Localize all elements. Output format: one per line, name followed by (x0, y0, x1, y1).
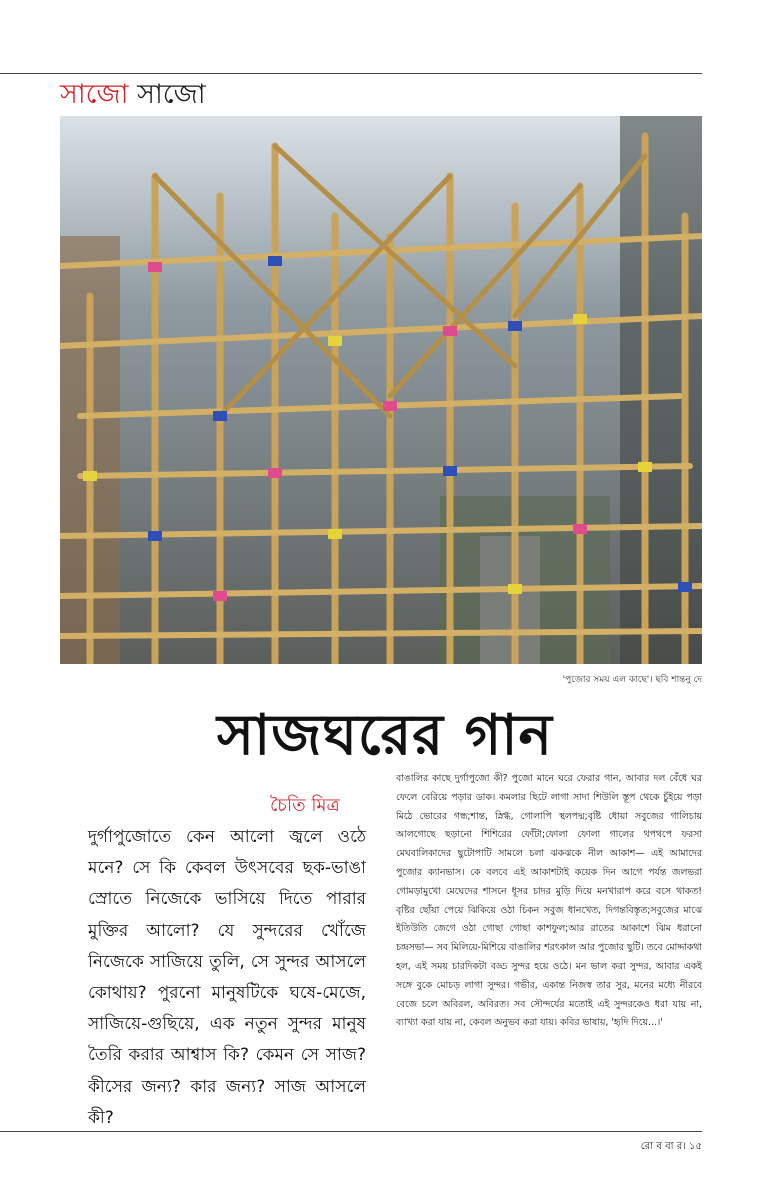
body-paragraph: বাঙালির কাছে দুর্গাপুজো কী? পুজো মানে ঘরে ফেরার গান, আবার দল বেঁধে ঘর ফেলে বেরিয়ে পড়ার ডাক। কমলার ছিটে লাগা সাদা শিউলি স্তূপ থেকে চুঁইয়ে পড়া মিঠে ভোরের গন্ধ;শান্ত, স্নিগ্ধ, গোলাপি স্থলপদ্ম;বৃষ্টি ধোয়া সবুজের গালিচায় আলগোছে ছড়ানো শিশিরের ফোঁটা;ফোলা ফোলা গালের থপথপে ফরসা মেঘবালিকাদের ছুটোপাটি সামলে চলা ঝকঝকে নীল আকাশ— এই আমাদের পুজোর ক্যানভাস। কে বলবে এই আকাশটাই কয়েক দিন আগে পর্যন্ত জলভরা গোমড়ামুখো মেঘেদের শাসনে ধূসর চাদর মুড়ি দিয়ে মনখারাপ করে বসে থাকত! বৃষ্টির ছোঁয়া পেয়ে ঝিকিয়ে ওঠা চিকন সবুজ ধানখেত, দিগন্তবিস্তৃত;সবুজের মাঝে ইতিউতি জেগে ওঠা গোছা গোছা কাশফুল;আর রাতের আকাশে ঝিম ধরানো চন্দ্রসভা— সব মিলিয়ে-মিশিয়ে বাঙালির শরৎকাল আর পুজোর ছুটি। তবে মোদ্দাকথা হল, এই সময় চারদিকটা বড্ড সুন্দর হয়ে ওঠে। মন ভাল করা সুন্দর, আবার একই সঙ্গে বুকে মোচড় লাগা সুন্দর। গভীর, একান্ত নিজস্ব তার সুর, মনের মধ্যে নীরবে বেজে চলে অবিরল, অবিরত। সব সৌন্দর্যের মতোই এই সুন্দরকেও ধরা যায় না, ব্যাখ্যা করা যায় না, কেবল অনুভব করা যায়। কবির ভাষায়, 'হৃদি দিয়ে...।' (396, 773, 702, 1029)
section-heading-red: সাজো (60, 79, 129, 110)
photo-caption: 'পুজোর সময় এল কাছে'। ছবি শান্তনু দে (562, 675, 702, 685)
page-folio: রো ব বা র। ১৫ (640, 1141, 702, 1152)
section-heading (60, 78, 206, 112)
bottom-rule (0, 1131, 702, 1132)
author-byline: চৈতি মিত্র (270, 795, 340, 816)
lead-paragraph: দুর্গাপুজোতে কেন আলো জ্বলে ওঠে মনে? সে কি কেবল উৎসবের ছক-ভাঙা স্রোতে নিজেকে ভাসিয়ে দিতে পারার মুক্তির আলো? যে সুন্দরের খোঁজে নিজেকে সাজিয়ে তুলি, সে সুন্দর আসলে কোথায়? পুরনো মানুষটিকে ঘষে-মেজে, সাজিয়ে-গুছিয়ে, এক নতুন সুন্দর মানুষ তৈরি করার আশ্বাস কি? কেমন সে সাজ? কীসের জন্য? কার জন্য? সাজ আসলে কী? (88, 827, 366, 1128)
scaffolding-photo (60, 116, 702, 664)
scaffolding-illustration (60, 116, 702, 664)
article-headline: সাজঘরের গান (217, 703, 553, 768)
top-rule (0, 73, 702, 74)
section-heading-black: সাজো (137, 79, 206, 110)
